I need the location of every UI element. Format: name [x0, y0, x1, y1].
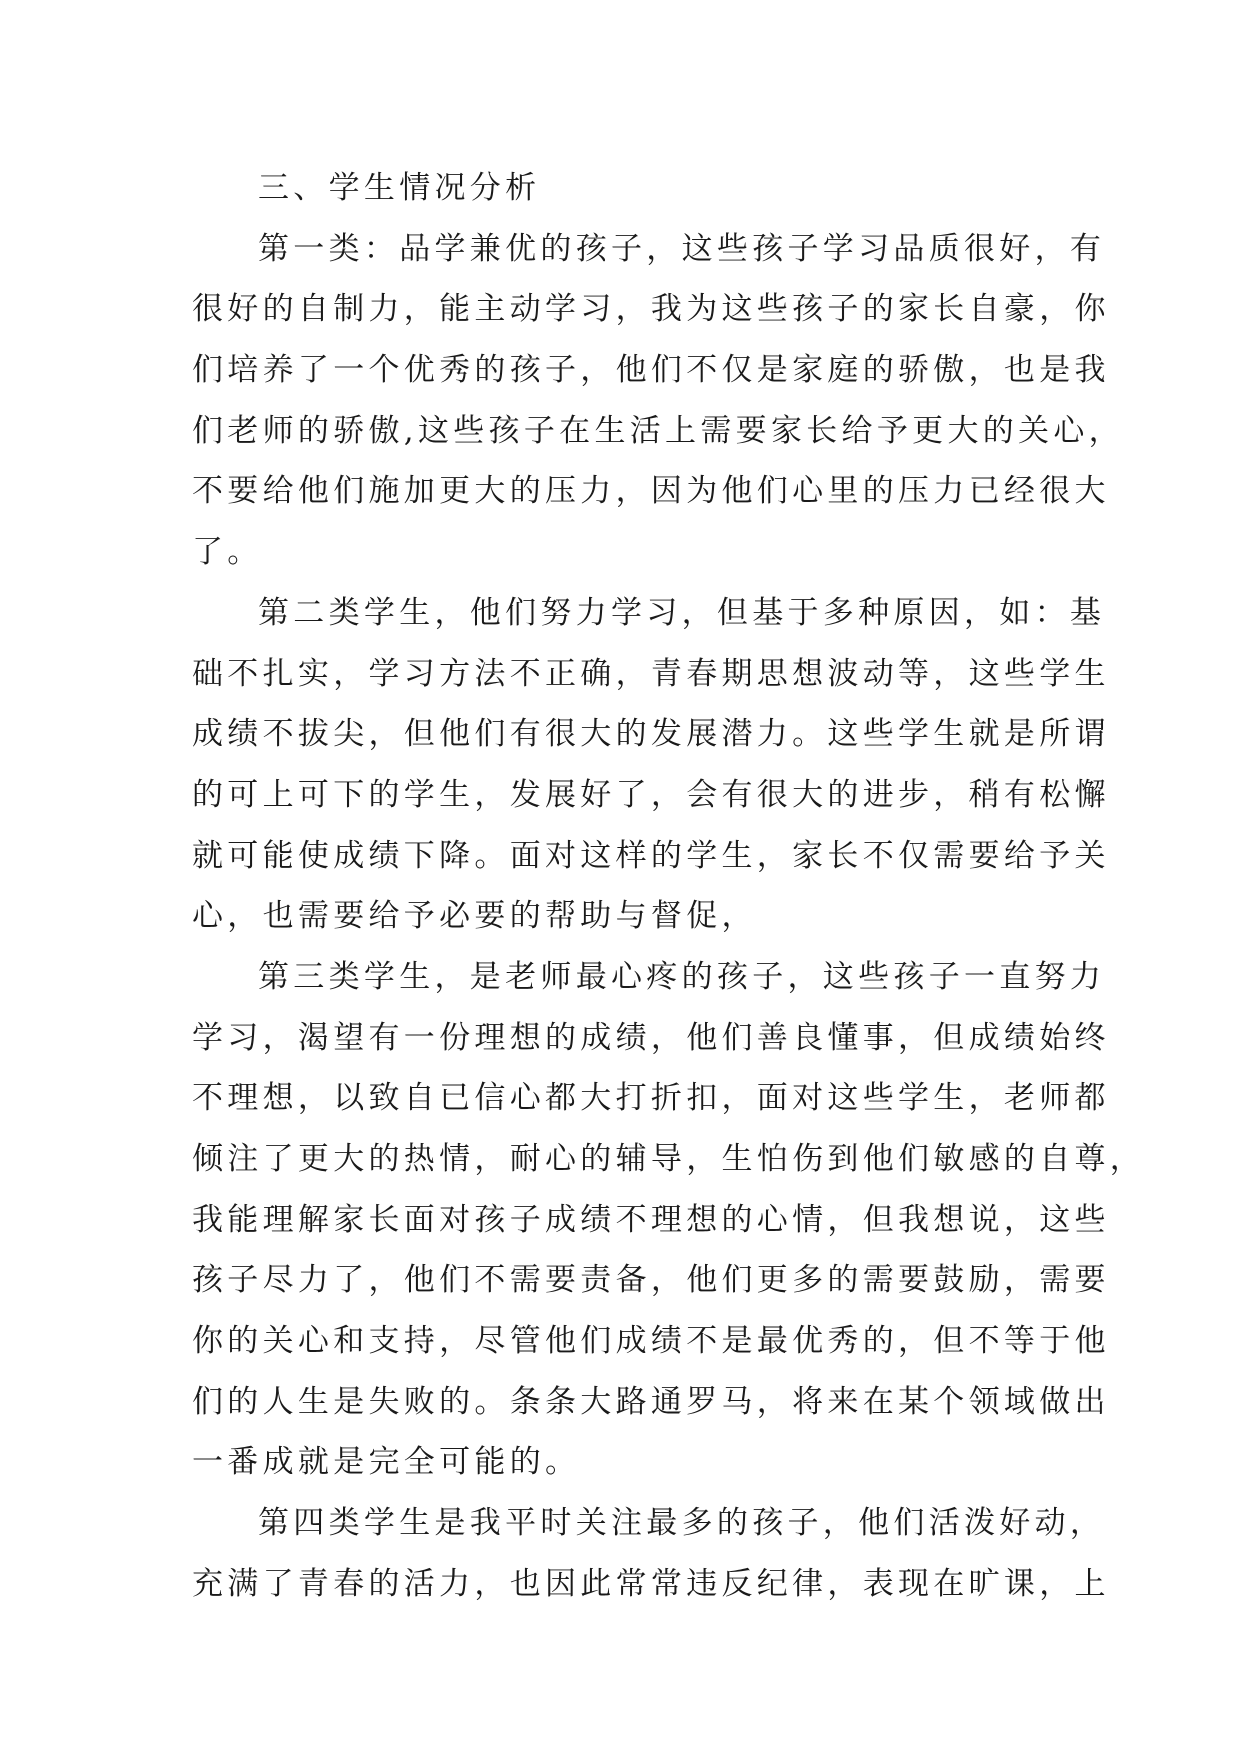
- section-heading: 三、学生情况分析: [258, 170, 541, 206]
- paragraph-line: 不理想，以致自已信心都大打折扣，面对这些学生，老师都: [192, 1080, 1110, 1117]
- paragraph-line: 第三类学生，是老师最心疼的孩子，这些孩子一直努力: [258, 958, 1106, 995]
- paragraph-line: 一番成就是完全可能的。: [192, 1444, 581, 1481]
- paragraph-line: 很好的自制力，能主动学习，我为这些孩子的家长自豪，你: [192, 291, 1110, 328]
- paragraph-line: 们老师的骄傲,这些孩子在生活上需要家长给予更大的关心，: [192, 412, 1124, 449]
- paragraph-line: 们培养了一个优秀的孩子，他们不仅是家庭的骄傲，也是我: [192, 352, 1110, 389]
- paragraph-line: 心，也需要给予必要的帮助与督促，: [192, 898, 757, 935]
- paragraph-line: 了。: [192, 534, 263, 571]
- paragraph-line: 第一类：品学兼优的孩子，这些孩子学习品质很好，有: [258, 230, 1106, 267]
- paragraph-line: 孩子尽力了，他们不需要责备，他们更多的需要鼓励，需要: [192, 1262, 1110, 1299]
- paragraph-line: 就可能使成绩下降。面对这样的学生，家长不仅需要给予关: [192, 837, 1110, 874]
- paragraph-fourth-category: [192, 1493, 1110, 1614]
- paragraph-line: 们的人生是失败的。条条大路通罗马，将来在某个领域做出: [192, 1383, 1110, 1420]
- paragraph-line: 成绩不拔尖，但他们有很大的发展潜力。这些学生就是所谓: [192, 716, 1110, 753]
- paragraph-first-category: [192, 219, 1124, 583]
- paragraph-line: 我能理解家长面对孩子成绩不理想的心情，但我想说，这些: [192, 1201, 1110, 1238]
- paragraph-third-category: [192, 947, 1146, 1493]
- document-body: [192, 158, 1146, 1615]
- paragraph-line: 充满了青春的活力，也因此常常违反纪律，表现在旷课，上: [192, 1565, 1110, 1602]
- paragraph-line: 第二类学生，他们努力学习，但基于多种原因，如：基: [258, 594, 1106, 631]
- paragraph-second-category: [192, 583, 1110, 947]
- paragraph-line: 第四类学生是我平时关注最多的孩子，他们活泼好动，: [258, 1505, 1106, 1542]
- paragraph-line: 倾注了更大的热情，耐心的辅导，生怕伤到他们敏感的自尊，: [192, 1141, 1146, 1177]
- paragraph-line: 你的关心和支持，尽管他们成绩不是最优秀的，但不等于他: [192, 1323, 1110, 1360]
- paragraph-line: 的可上可下的学生，发展好了，会有很大的进步，稍有松懈: [192, 776, 1110, 813]
- paragraph-line: 础不扎实，学习方法不正确，青春期思想波动等，这些学生: [192, 655, 1110, 692]
- paragraph-line: 学习，渴望有一份理想的成绩，他们善良懂事，但成绩始终: [192, 1019, 1110, 1056]
- paragraph-line: 不要给他们施加更大的压力，因为他们心里的压力已经很大: [192, 473, 1110, 510]
